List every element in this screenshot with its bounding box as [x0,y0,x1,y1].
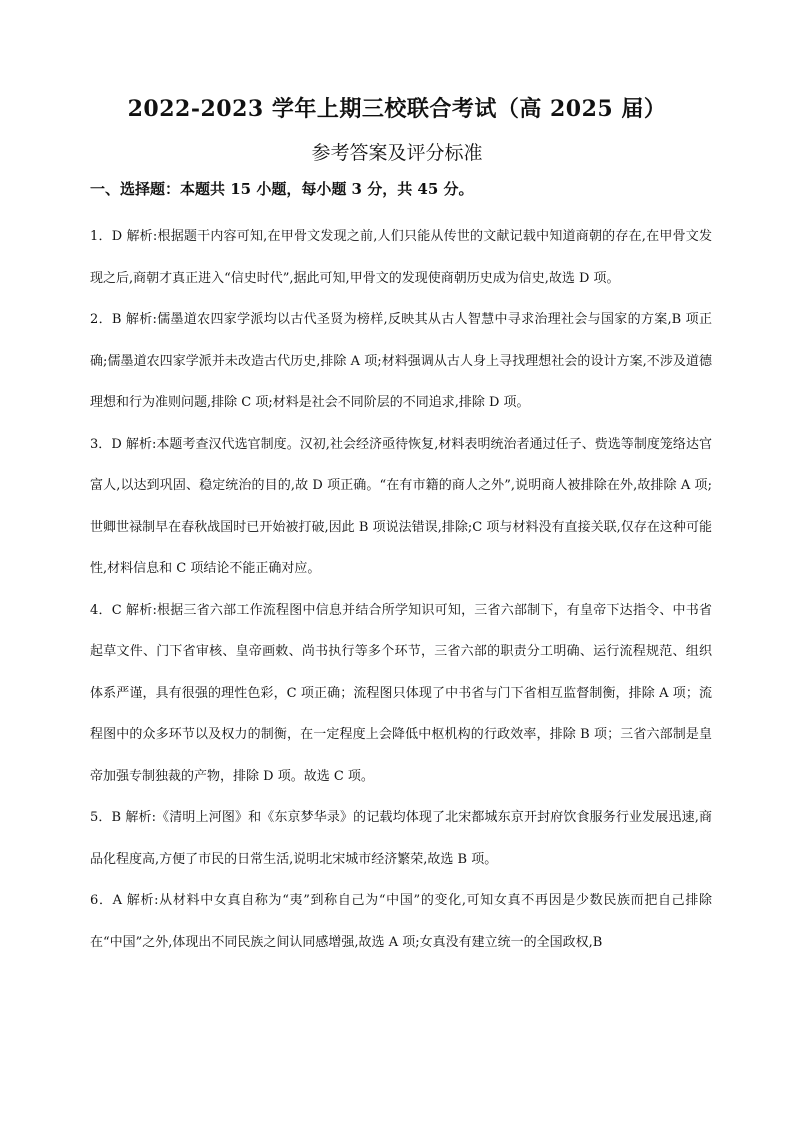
document-title: 2022-2023 学年上期三校联合考试（高 2025 届） [127,96,667,122]
answer-item-1: 1．D 解析:根据题干内容可知,在甲骨文发现之前,人们只能从传世的文献记载中知道商朝的存在,在甲骨文发现之后,商朝才真正进入“信史时代”,据此可知,甲骨文的发现使商朝历史成为信史,故选 D 项。 [90,229,712,286]
answer-item-6: 6．A 解析:从材料中女真自称为“夷”到称自己为“中国”的变化,可知女真不再因是少数民族而把自己排除在“中国”之外,体现出不同民族之间认同感增强,故选 A 项;女真没有建立统一的全国政权,B [90,893,712,950]
answer-list [90,216,712,963]
answer-item-4: 4．C 解析:根据三省六部工作流程图中信息并结合所学知识可知，三省六部制下，有皇帝下达指令、中书省起草文件、门下省审核、皇帝画敕、尚书执行等多个环节，三省六部的职责分工明确、运行流程规范、组织体系严谨，具有很强的理性色彩，C 项正确；流程图只体现了中书省与门下省相互监督制衡，排除 A 项；流程图中的众多环节以及权力的制衡，在一定程度上会降低中枢机构的行政效率，排除 B 项；三省六部制是皇帝加强专制独裁的产物，排除 D 项。故选 C 项。 [90,602,712,784]
section-heading: 一、选择题：本题共 15 小题，每小题 3 分，共 45 分。 [90,180,474,198]
answer-item-5: 5．B 解析:《清明上河图》和《东京梦华录》的记载均体现了北宋都城东京开封府饮食服务行业发展迅速,商品化程度高,方便了市民的日常生活,说明北宋城市经济繁荣,故选 B 项。 [90,810,712,867]
answer-item-2: 2．B 解析:儒墨道农四家学派均以古代圣贤为榜样,反映其从古人智慧中寻求治理社会与国家的方案,B 项正确;儒墨道农四家学派并未改造古代历史,排除 A 项;材料强调从古人身上寻找理想社会的设计方案,不涉及道德理想和行为准则问题,排除 C 项;材料是社会不同阶层的不同追求,排除 D 项。 [90,312,712,410]
document-subtitle: 参考答案及评分标准 [311,142,483,164]
answer-item-3: 3．D 解析:本题考查汉代选官制度。汉初,社会经济亟待恢复,材料表明统治者通过任子、赀选等制度笼络达官富人,以达到巩固、稳定统治的目的,故 D 项正确。“在有市籍的商人之外”,说明商人被排除在外,故排除 A 项;世卿世禄制早在春秋战国时已开始被打破,因此 B 项说法错误,排除;C 项与材料没有直接关联,仅存在这种可能性,材料信息和 C 项结论不能正确对应。 [90,436,712,576]
